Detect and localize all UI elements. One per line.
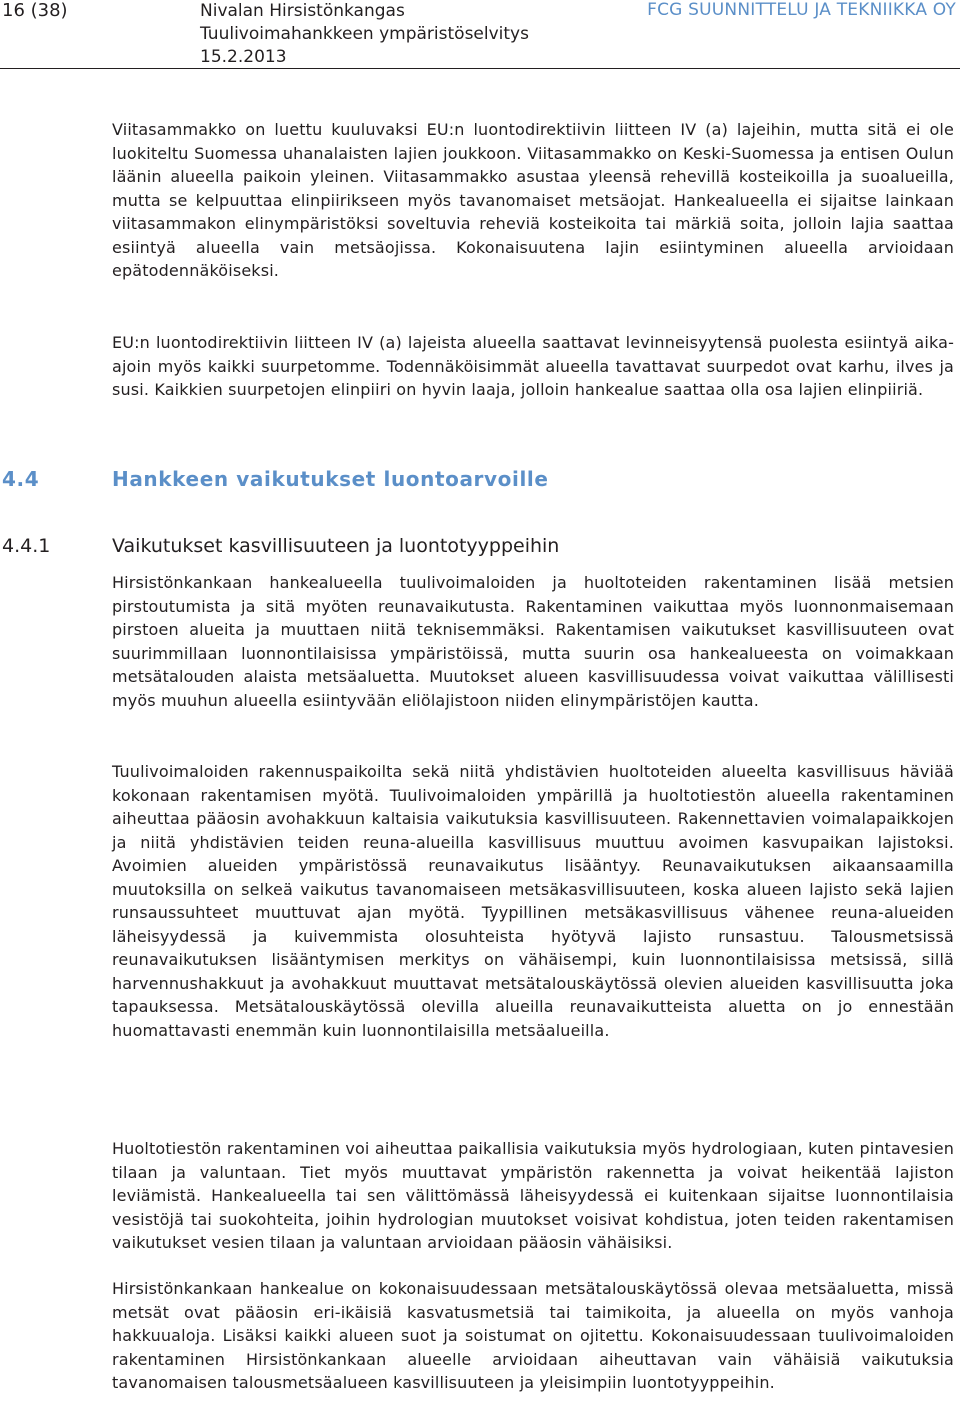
header-author: Nivalan Hirsistönkangas xyxy=(200,1,405,21)
header-meta xyxy=(200,0,529,69)
subsection-title: Vaikutukset kasvillisuuteen ja luontotyyppeihin xyxy=(112,535,560,557)
company-name: FCG SUUNNITTELU JA TEKNIIKKA OY xyxy=(647,0,956,20)
header-date: 15.2.2013 xyxy=(200,47,287,67)
subsection-heading xyxy=(2,535,559,557)
page-header xyxy=(0,0,960,68)
section-number: 4.4 xyxy=(2,467,40,491)
intro-paragraph-suurpedot: EU:n luontodirektiivin liitteen IV (a) lajeista alueella saattavat levinneisyytensä puolesta esiintyä aika-ajoin myös kaikki suurpetomme. Todennäköisimmät alueella tavattavat suurpedot ovat karhu, ilves ja susi. Kaikkien suurpetojen elinpiiri on hyvin laaja, jolloin hankealue saattaa olla osa lajien elinpiiriä. xyxy=(112,333,954,399)
header-divider xyxy=(0,68,960,69)
body-paragraph-pirstoutuminen: Hirsistönkankaan hankealueella tuulivoimaloiden ja huoltoteiden rakentaminen lisää metsien pirstoutumista ja sitä myöten reunavaikutusta. Rakentaminen vaikuttaa myös luonnonmaisemaan pirstoen alueita ja muuttaen niitä teknisemmäksi. Rakentamisen vaikutukset kasvillisuuteen ovat suurimmillaan luonnontilaisissa ympäristöissä, mutta suurin osa hankealueesta on voimakkaan metsätalouden alaista metsäaluetta. Muutokset alueen kasvillisuudessa voivat vaikuttaa välillisesti myös muuhun alueella esiintyvään eliölajistoon niiden elinympäristöjen kautta. xyxy=(112,573,954,710)
subsection-number: 4.4.1 xyxy=(2,535,51,557)
body-paragraph-rakennuspaikat: Tuulivoimaloiden rakennuspaikoilta sekä niitä yhdistävien huoltoteiden alueelta kasvillisuus häviää kokonaan rakentamisen myötä. Tuulivoimaloiden ympärillä ja huoltotiestön alueella rakentaminen aiheuttaa pääosin avohakkuun kaltaisia vaikutuksia kasvillisuuteen. Rakennettavien voimalapaikkojen ja niitä yhdistävien teiden reuna-alueilla kasvillisuus muuttuu avoimen kasvupaikan lajistoksi. Avoimien alueiden ympäristössä reunavaikutus lisääntyy. Reunavaikutuksen aikaansaamilla muutoksilla on selkeä vaikutus tavanomaiseen metsäkasvillisuuteen, koska alueen lajisto sekä lajien runsaussuhteet muuttuvat ajan myötä. Tyypillinen metsäkasvillisuus vähenee reuna-alueiden läheisyydessä ja kuivemmista olosuhteista hyötyvä lajisto runsastuu. Talousmetsissä reunavaikutuksen lisääntymisen merkitys on vähäisempi, kuin luonnontilaisissa metsissä, sillä harvennushakkuut ja avohakkuut muuttavat metsätalouskäytössä olevien alueiden kasvillisuutta joka tapauksessa. Metsätalouskäytössä olevilla alueilla reunavaikutteista aluetta on jo ennestään huomattavasti enemmän kuin luonnontilaisilla metsäalueilla. xyxy=(112,762,954,1040)
section-title: Hankkeen vaikutukset luontoarvoille xyxy=(112,467,549,491)
body-paragraph-hydrologia: Huoltotiestön rakentaminen voi aiheuttaa paikallisia vaikutuksia myös hydrologiaan, kuten pintavesien tilaan ja valuntaan. Tiet myös muuttavat ympäristön rakennetta ja voivat heikentää lajiston leviämistä. Hankealueella tai sen välittömässä läheisyydessä ei kuitenkaan sijaitse luonnontilaisia vesistöjä tai suokohteita, joihin hydrologian muutokset voisivat kohdistua, joten teiden rakentamisen vaikutukset vesien tilaan ja valuntaan arvioidaan pääosin vähäisiksi. xyxy=(112,1139,954,1252)
intro-paragraph-viitasammakko: Viitasammakko on luettu kuuluvaksi EU:n luontodirektiivin liitteen IV (a) lajeihin, mutta sitä ei ole luokiteltu Suomessa uhanalaisten lajien joukkoon. Viitasammakko on Keski-Suomessa ja entisen Oulun läänin alueella paikoin yleinen. Viitasammakko asustaa yleensä rehevillä kosteikoilla ja suoalueilla, mutta se kelpuuttaa elinpiirikseen myös tavanomaiset metsäojat. Hankealueella ei sijaitse lainkaan viitasammakon elinympäristöksi soveltuvia reheviä kosteikoita tai märkiä soita, jolloin lajia saattaa esiintyä alueella vain metsäojissa. Kokonaisuutena lajin esiintyminen alueella arvioidaan epätodennäköiseksi. xyxy=(112,120,954,280)
body-paragraph-kokonaisuus: Hirsistönkankaan hankealue on kokonaisuudessaan metsätalouskäytössä olevaa metsäaluetta, missä metsät ovat pääosin eri-ikäisiä kasvatusmetsiä tai taimikoita, ja alueella on myös vanhoja hakkuualoja. Lisäksi kaikki alueen suot ja soistumat on ojitettu. Kokonaisuudessaan tuulivoimaloiden rakentaminen Hirsistönkankaan alueelle arvioidaan aiheuttavan vain vähäisiä vaikutuksia tavanomaisen talousmetsäalueen kasvillisuuteen ja yleisimpiin luontotyyppeihin. xyxy=(112,1279,954,1392)
page-number: 16 (38) xyxy=(2,0,68,21)
section-heading xyxy=(2,467,549,491)
header-document-title: Tuulivoimahankkeen ympäristöselvitys xyxy=(200,24,529,44)
